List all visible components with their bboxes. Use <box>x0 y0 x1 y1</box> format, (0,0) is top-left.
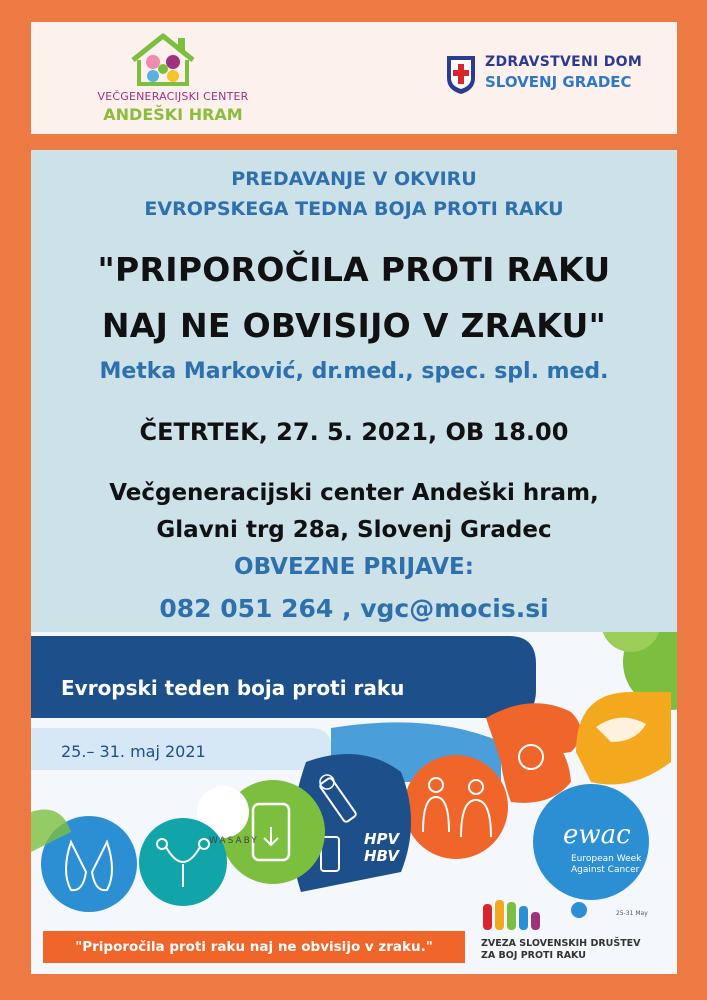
ewac-line2: Against Cancer <box>571 865 640 875</box>
ewac-line1: European Week <box>571 854 642 864</box>
lecture-info-panel <box>31 150 677 632</box>
zveza-hands-logo <box>483 900 540 930</box>
title-line1: "PRIPOROČILA PROTI RAKU <box>97 250 611 289</box>
speaker-name: Metka Marković, dr.med., spec. spl. med. <box>99 359 609 384</box>
logo-right-line2: SLOVENJ GRADEC <box>485 73 632 91</box>
subtitle-line1: PREDAVANJE V OKVIRU <box>231 168 477 190</box>
house-faces-icon <box>123 30 203 88</box>
banner-title: Evropski teden boja proti raku <box>61 676 405 700</box>
zveza-line1: ZVEZA SLOVENSKIH DRUŠTEV <box>481 938 641 949</box>
banner-dates: 25.– 31. maj 2021 <box>61 742 206 761</box>
header-band <box>31 22 677 134</box>
people-icon <box>404 755 508 859</box>
subtitle-line2: EVROPSKEGA TEDNA BOJA PROTI RAKU <box>144 198 564 220</box>
logo-right-line1: ZDRAVSTVENI DOM <box>485 54 643 70</box>
ewac-dates: 25-31 May <box>616 910 648 917</box>
logo-left-line2: ANDEŠKI HRAM <box>103 105 243 124</box>
vgc-andeski-hram-logo <box>73 30 253 130</box>
venue-line1: Večgeneracijski center Andeški hram, <box>109 480 599 506</box>
hpv-label: HPV <box>364 830 400 848</box>
logo-left-line1: VEČGENERACIJSKI CENTER <box>97 90 249 103</box>
shield-cross-icon <box>445 52 477 96</box>
ewac-wordmark: ewac <box>563 820 631 850</box>
title-line2: NAJ NE OBVISIJO V ZRAKU" <box>101 306 607 345</box>
zdravstveni-dom-logo <box>445 52 665 102</box>
wasaby-label: WASABY <box>209 836 259 846</box>
registration-label: OBVEZNE PRIJAVE: <box>234 554 474 580</box>
venue-line2: Glavni trg 28a, Slovenj Gradec <box>156 517 552 543</box>
campaign-banner <box>31 632 677 974</box>
event-datetime: ČETRTEK, 27. 5. 2021, OB 18.00 <box>139 418 569 446</box>
contact-info: 082 051 264 , vgc@mocis.si <box>159 594 549 623</box>
hbv-label: HBV <box>364 847 399 865</box>
zveza-line2: ZA BOJ PROTI RAKU <box>481 950 586 961</box>
campaign-quote: "Priporočila proti raku naj ne obvisijo v zraku." <box>75 939 433 955</box>
